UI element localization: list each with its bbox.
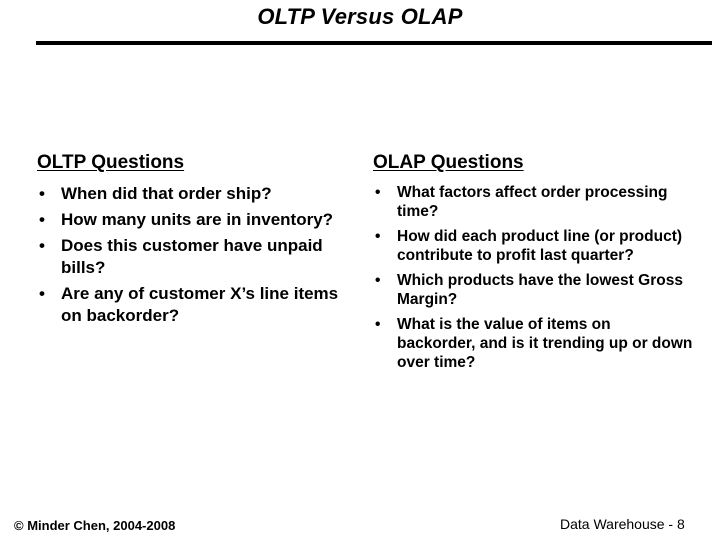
oltp-question-text: When did that order ship? (61, 184, 272, 203)
bullet-icon: • (39, 236, 45, 255)
olap-question-text: What factors affect order processing time? (397, 184, 668, 220)
olap-heading: OLAP Questions (373, 152, 524, 173)
slide-number-footer: Data Warehouse - 8 (560, 516, 685, 532)
oltp-question (37, 183, 347, 205)
bullet-icon: • (39, 210, 45, 229)
title-divider (36, 41, 712, 45)
olap-question-list (373, 183, 693, 372)
olap-column (373, 152, 693, 378)
oltp-question-text: How many units are in inventory? (61, 210, 334, 229)
olap-question-text: Which products have the lowest Gross Margin? (397, 272, 683, 308)
olap-question (373, 271, 693, 309)
bullet-icon: • (39, 184, 45, 203)
bullet-icon: • (375, 228, 381, 245)
copyright-footer: © Minder Chen, 2004-2008 (14, 518, 176, 533)
olap-question (373, 227, 693, 265)
oltp-column (37, 152, 347, 331)
bullet-icon: • (375, 272, 381, 289)
oltp-question-list (37, 183, 347, 327)
olap-question (373, 315, 693, 372)
oltp-question (37, 235, 347, 279)
olap-question-text: What is the value of items on backorder, and is it trending up or down over time? (397, 316, 693, 371)
bullet-icon: • (39, 284, 45, 303)
oltp-question-text: Does this customer have unpaid bills? (61, 236, 323, 277)
oltp-question (37, 283, 347, 327)
bullet-icon: • (375, 184, 381, 201)
olap-question-text: How did each product line (or product) contribute to profit last quarter? (397, 228, 683, 264)
oltp-heading: OLTP Questions (37, 152, 185, 173)
slide-title: OLTP Versus OLAP (257, 4, 463, 29)
oltp-question (37, 209, 347, 231)
olap-question (373, 183, 693, 221)
bullet-icon: • (375, 316, 381, 333)
oltp-question-text: Are any of customer X’s line items on backorder? (61, 284, 339, 325)
